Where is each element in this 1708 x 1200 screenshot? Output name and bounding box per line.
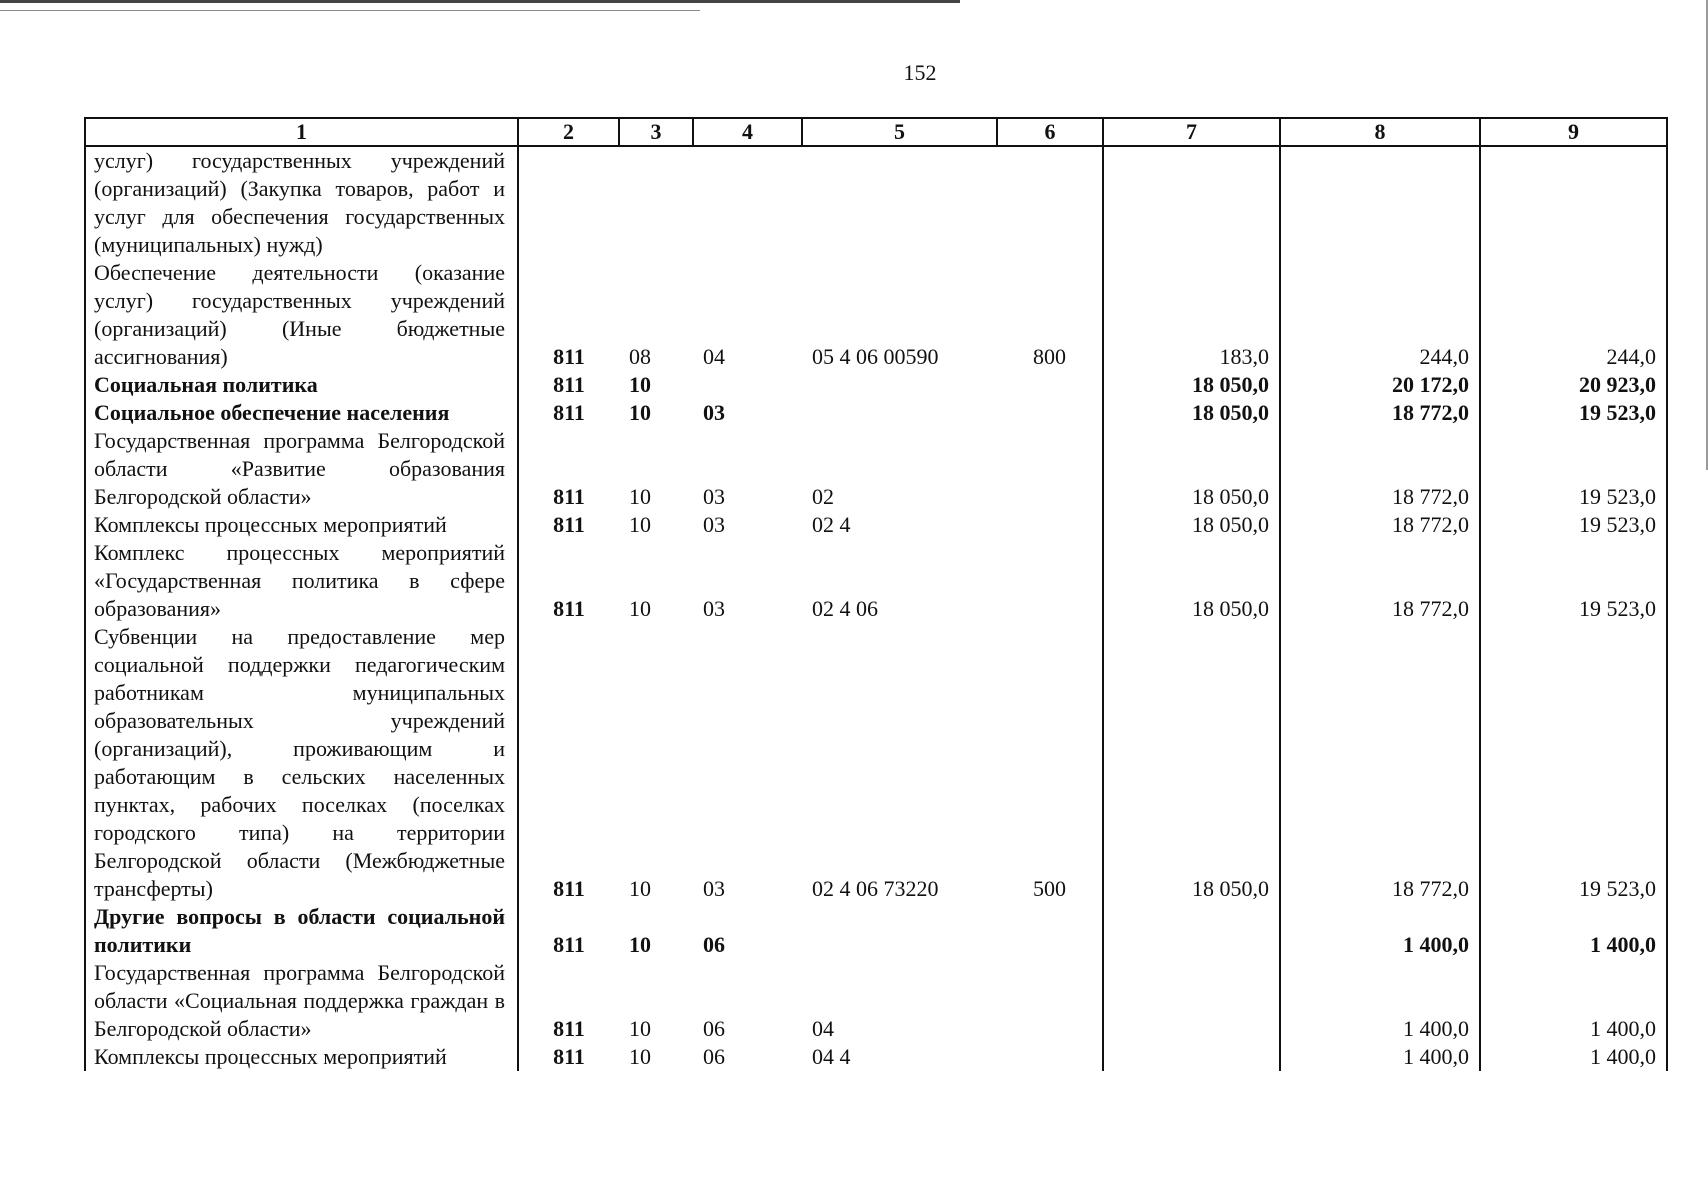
row-amount-col7-cell: 18 050,0 [1103,539,1280,623]
table-row [85,539,1667,623]
row-amount-col7-cell: 183,0 [1103,259,1280,371]
row-subsection-cell: 06 [703,932,725,957]
row-expense-type-cell [997,399,1103,427]
row-expense-type-cell: 500 [1033,876,1066,901]
row-name-cell: Государственная программа Белгородской области «Социальная поддержка граждан в Белгородской области» [85,959,518,1043]
row-amount-col8-cell [1280,146,1480,259]
row-amount-col9-cell: 1 400,0 [1480,959,1667,1043]
column-header-6: 6 [997,118,1103,146]
row-name-cell: Комплекс процессных мероприятий «Государственная политика в сфере образования» [85,539,518,623]
row-section-cell: 08 [629,344,651,369]
table-row [85,903,1667,959]
row-amount-col9-cell [1480,146,1667,259]
row-subsection-cell: 06 [703,1016,725,1041]
row-subsection-cell [693,146,802,259]
table-row [85,427,1667,511]
row-section-cell [619,146,693,259]
row-amount-col7-cell [1103,1043,1280,1071]
scan-artifact-top-line [0,0,960,3]
row-amount-col9-cell: 19 523,0 [1480,511,1667,539]
column-header-7: 7 [1103,118,1280,146]
row-amount-col7-cell [1103,959,1280,1043]
row-target-article-cell [802,371,997,399]
row-amount-col7-cell: 18 050,0 [1103,623,1280,903]
row-amount-col8-cell: 244,0 [1280,259,1480,371]
table-row [85,623,1667,903]
row-expense-type-cell [997,511,1103,539]
row-kvsr-cell: 811 [553,876,585,901]
row-amount-col7-cell [1103,146,1280,259]
row-name-cell: Комплексы процессных мероприятий [85,1043,518,1071]
row-target-article-cell [802,903,997,959]
row-target-article-cell: 02 4 [812,512,851,537]
row-expense-type-cell [997,903,1103,959]
row-target-article-cell [802,146,997,259]
row-kvsr-cell: 811 [553,344,585,369]
row-name-cell: Субвенции на предоставление мер социальной поддержки педагогическим работникам муниципальных образовательных учреждений (организаций), проживающим и работающим в сельских населенных пунктах, рабочих поселках (поселках городского типа) на территории Белгородской области (Межбюджетные трансферты) [85,623,518,903]
row-expense-type-cell [997,427,1103,511]
row-expense-type-cell [997,959,1103,1043]
row-target-article-cell: 04 [812,1016,834,1041]
budget-table [84,117,1668,1071]
row-subsection-cell: 03 [703,484,725,509]
row-section-cell: 10 [629,876,651,901]
row-subsection-cell: 03 [703,876,725,901]
row-amount-col8-cell: 18 772,0 [1280,623,1480,903]
row-section-cell: 10 [629,400,651,425]
table-row [85,146,1667,259]
row-amount-col9-cell: 244,0 [1480,259,1667,371]
row-subsection-cell: 06 [703,1044,725,1069]
table-row [85,511,1667,539]
row-amount-col8-cell: 20 172,0 [1280,371,1480,399]
row-kvsr-cell: 811 [553,596,585,621]
row-amount-col8-cell: 1 400,0 [1280,903,1480,959]
column-header-3: 3 [619,118,693,146]
table-row [85,399,1667,427]
row-subsection-cell: 03 [703,400,725,425]
table-row [85,371,1667,399]
column-header-9: 9 [1480,118,1667,146]
row-amount-col8-cell: 18 772,0 [1280,511,1480,539]
column-header-1: 1 [85,118,518,146]
row-amount-col9-cell: 1 400,0 [1480,1043,1667,1071]
page-number: 152 [903,60,937,85]
row-expense-type-cell [997,539,1103,623]
row-target-article-cell: 04 4 [812,1044,851,1069]
row-name-cell: Комплексы процессных мероприятий [85,511,518,539]
row-section-cell: 10 [629,596,651,621]
row-kvsr-cell: 811 [553,400,585,425]
row-kvsr-cell: 811 [553,932,585,957]
row-name-cell: Другие вопросы в области социальной политики [85,903,518,959]
row-kvsr-cell: 811 [553,1016,585,1041]
row-name-cell: Социальная политика [85,371,518,399]
row-amount-col8-cell: 1 400,0 [1280,1043,1480,1071]
table-row [85,1043,1667,1071]
row-expense-type-cell [997,371,1103,399]
row-section-cell: 10 [629,372,651,397]
row-section-cell: 10 [629,1016,651,1041]
row-subsection-cell: 04 [703,344,725,369]
row-expense-type-cell [997,1043,1103,1071]
row-name-cell: Социальное обеспечение населения [85,399,518,427]
row-amount-col9-cell: 19 523,0 [1480,623,1667,903]
row-amount-col7-cell: 18 050,0 [1103,371,1280,399]
column-header-8: 8 [1280,118,1480,146]
row-target-article-cell: 02 [812,484,834,509]
row-amount-col9-cell: 20 923,0 [1480,371,1667,399]
row-amount-col8-cell: 18 772,0 [1280,427,1480,511]
row-kvsr-cell: 811 [553,1044,585,1069]
row-name-cell: Обеспечение деятельности (оказание услуг) государственных учреждений (организаций) (Иные бюджетные ассигнования) [85,259,518,371]
row-amount-col7-cell [1103,903,1280,959]
row-amount-col9-cell: 1 400,0 [1480,903,1667,959]
row-subsection-cell [693,371,802,399]
row-name-cell: услуг) государственных учреждений (организаций) (Закупка товаров, работ и услуг для обеспечения государственных (муниципальных) нужд) [85,146,518,259]
row-kvsr-cell: 811 [553,512,585,537]
row-expense-type-cell [997,146,1103,259]
scan-artifact-thin-line [0,10,700,11]
row-section-cell: 10 [629,1044,651,1069]
row-amount-col8-cell: 18 772,0 [1280,399,1480,427]
table-body [85,146,1667,1071]
row-amount-col8-cell: 18 772,0 [1280,539,1480,623]
row-expense-type-cell: 800 [1033,344,1066,369]
row-section-cell: 10 [629,512,651,537]
table-row [85,259,1667,371]
row-kvsr-cell [518,146,619,259]
column-header-2: 2 [518,118,619,146]
row-kvsr-cell: 811 [553,372,585,397]
row-target-article-cell [802,399,997,427]
table-row [85,959,1667,1043]
row-amount-col9-cell: 19 523,0 [1480,399,1667,427]
row-subsection-cell: 03 [703,596,725,621]
row-amount-col7-cell: 18 050,0 [1103,399,1280,427]
column-header-4: 4 [693,118,802,146]
row-amount-col7-cell: 18 050,0 [1103,427,1280,511]
row-target-article-cell: 05 4 06 00590 [812,344,939,369]
column-header-5: 5 [802,118,997,146]
row-name-cell: Государственная программа Белгородской области «Развитие образования Белгородской области» [85,427,518,511]
row-target-article-cell: 02 4 06 73220 [812,876,939,901]
row-kvsr-cell: 811 [553,484,585,509]
row-amount-col8-cell: 1 400,0 [1280,959,1480,1043]
row-subsection-cell: 03 [703,512,725,537]
row-amount-col9-cell: 19 523,0 [1480,427,1667,511]
row-amount-col7-cell: 18 050,0 [1103,511,1280,539]
row-amount-col9-cell: 19 523,0 [1480,539,1667,623]
row-section-cell: 10 [629,484,651,509]
row-section-cell: 10 [629,932,651,957]
row-target-article-cell: 02 4 06 [812,596,878,621]
table-header-row [85,118,1667,146]
